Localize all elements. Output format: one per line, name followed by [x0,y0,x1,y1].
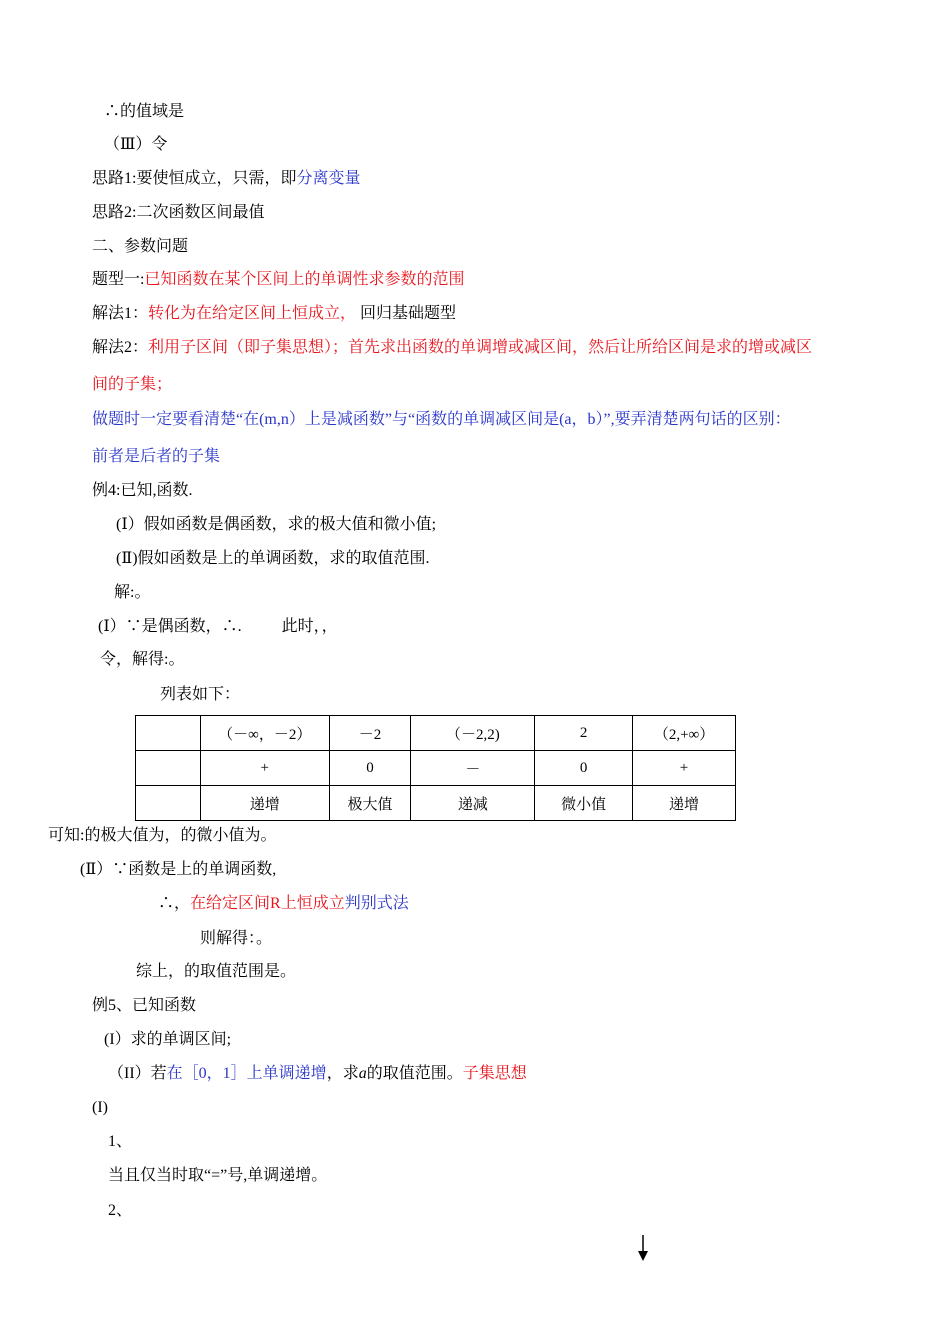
table-row [136,751,736,786]
table-cell: 递减 [411,786,535,821]
highlight-span: 转化为在给定区间上恒成立， [148,305,357,322]
text-line: 综上，的取值范围是。 [136,963,297,980]
table-cell [136,716,201,751]
table-cell: + [200,751,329,786]
table-cell [136,786,201,821]
example-heading: 例4:已知,函数. [92,482,193,499]
table-row [136,786,736,821]
text-span: 题型一: [92,271,145,288]
example-heading: 例5、已知函数 [92,997,197,1014]
text-span: 此时，， [281,618,338,635]
text-line: 做题时一定要看清楚“在(m,n）上是减函数”与“函数的单调减区间是(a，b）”,要弄清楚两句话的区别： [92,411,791,428]
highlight-span: 在［0，1］上单调递增 [166,1065,327,1082]
text-line: 则解得：。 [200,930,273,947]
variable-span: a [358,1065,367,1082]
text-line: (I) [92,1099,108,1116]
table-cell: （－∞，－2） [200,716,329,751]
text-line: （Ⅲ）令 [104,136,168,153]
text-span: 思路1:要使恒成立，只需，即 [92,170,297,187]
table-cell: － [411,751,535,786]
text-span: 回归基础题型 [356,305,457,322]
text-line: 令，解得:。 [100,651,185,668]
table-row [136,716,736,751]
table-cell: 极大值 [329,786,411,821]
table-cell: 递增 [200,786,329,821]
text-line: 解:。 [114,584,151,601]
text-span: （II）若 [108,1065,167,1082]
text-line [108,1063,527,1085]
highlight-span: 已知函数在某个区间上的单调性求参数的范围 [144,271,465,288]
highlight-span: 分离变量 [296,170,361,187]
table-cell: 0 [329,751,411,786]
text-line [92,337,812,359]
table-cell: －2 [329,716,411,751]
text-span: ∴， [158,895,191,912]
text-line: (Ⅰ）假如函数是偶函数，求的极大值和微小值; [116,516,437,533]
section-heading: 二、参数问题 [92,238,189,255]
text-span: 解法2： [92,339,149,356]
text-line: ∴的值域是 [104,103,185,120]
table-cell: 0 [535,751,633,786]
table-cell: （2,+∞） [633,716,736,751]
text-span: 的取值范围。 [366,1065,463,1082]
text-line [92,269,464,291]
text-line: 1、 [108,1133,133,1150]
text-line: (Ⅱ)假如函数是上的单调函数，求的取值范围. [116,550,430,567]
text-line: 当且仅当时取“=”号,单调递增。 [108,1167,328,1184]
text-line: 列表如下： [160,686,241,703]
text-line: 思路2:二次函数区间最值 [92,204,265,221]
text-line: 前者是后者的子集 [92,448,221,465]
highlight-span: 在给定区间R上恒成立 [190,895,345,912]
highlight-span: 子集思想 [462,1065,527,1082]
highlight-span: 利用子区间（即子集思想）；首先求出函数的单调增或减区间，然后让所给区间是求的增或减区 [148,339,813,356]
table-cell: 2 [535,716,633,751]
text-line [98,616,338,638]
text-line [92,168,360,190]
table-cell [136,751,201,786]
text-span: (Ⅰ）∵是偶函数，∴. [98,618,242,635]
highlight-span: 判别式法 [344,895,409,912]
text-line [158,893,409,915]
text-span: 解法1： [92,305,149,322]
text-line: 间的子集； [92,376,173,393]
text-line: (Ⅱ）∵函数是上的单调函数, [80,861,277,878]
table-cell: + [633,751,736,786]
table-cell: （－2,2) [411,716,535,751]
text-span: ，求 [326,1065,359,1082]
down-arrow-icon [637,1235,649,1261]
text-line: 可知:的极大值为，的微小值为。 [48,827,277,844]
text-line: (I）求的单调区间; [104,1031,232,1048]
table-cell: 递增 [633,786,736,821]
text-line [92,303,456,325]
text-line: 2、 [108,1202,133,1219]
table-cell: 微小值 [535,786,633,821]
sign-table [135,715,736,821]
